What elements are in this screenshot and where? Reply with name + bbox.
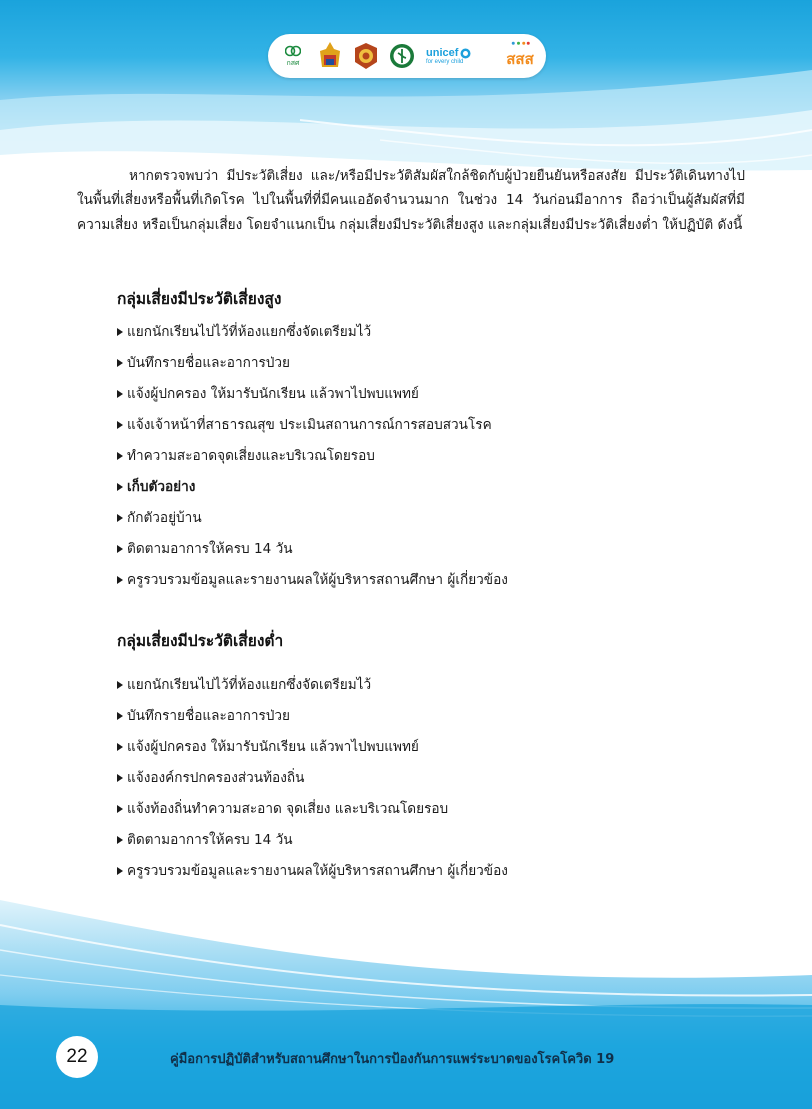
list-item: เก็บตัวอย่าง bbox=[117, 471, 508, 502]
thaihealth-logo: กสศ bbox=[280, 41, 306, 71]
moph-logo bbox=[388, 41, 416, 71]
triangle-bullet-icon bbox=[117, 483, 123, 491]
triangle-bullet-icon bbox=[117, 805, 123, 813]
footer-banner bbox=[0, 880, 812, 1109]
unicef-logo: unicef for every child bbox=[426, 41, 496, 71]
leaf-icon bbox=[285, 44, 301, 58]
list-item: ติดตามอาการให้ครบ 14 วัน bbox=[117, 824, 508, 855]
intro-paragraph: หากตรวจพบว่า มีประวัติเสี่ยง และ/หรือมีประวัติสัมผัสใกล้ชิดกับผู้ป่วยยืนยันหรือสงสัย มีประวัติเดินทางไปในพื้นที่เสี่ยงหรือพื้นที่เกิดโรค ไปในพื้นที่ที่มีคนแออัดจำนวนมาก ในช่วง 14 วันก่อนมีอาการ ถือว่าเป็นผู้สัมผัสที่มีความเสี่ยง หรือเป็นกลุ่มเสี่ยง โดยจำแนกเป็น กลุ่มเสี่ยงมีประวัติเสี่ยงสูง และกลุ่มเสี่ยงมีประวัติเสี่ยงต่ำ ให้ปฏิบัติ ดังนี้ bbox=[77, 167, 745, 233]
header-banner bbox=[0, 0, 812, 190]
list-item: แจ้งผู้ปกครอง ให้มารับนักเรียน แล้วพาไปพบแพทย์ bbox=[117, 731, 508, 762]
triangle-bullet-icon bbox=[117, 743, 123, 751]
triangle-bullet-icon bbox=[117, 576, 123, 584]
list-item: แจ้งเจ้าหน้าที่สาธารณสุข ประเมินสถานการณ์การสอบสวนโรค bbox=[117, 409, 508, 440]
low-risk-list bbox=[117, 669, 508, 886]
triangle-bullet-icon bbox=[117, 390, 123, 398]
partner-logos-bar bbox=[268, 34, 546, 78]
list-item: บันทึกรายชื่อและอาการป่วย bbox=[117, 347, 508, 378]
triangle-bullet-icon bbox=[117, 774, 123, 782]
list-item: แจ้งองค์กรปกครองส่วนท้องถิ่น bbox=[117, 762, 508, 793]
obec-logo bbox=[352, 41, 380, 71]
footer-wave-decoration bbox=[0, 880, 812, 1109]
footer-title: คู่มือการปฏิบัติสำหรับสถานศึกษาในการป้องกันการแพร่ระบาดของโรคโควิด 19 bbox=[170, 1052, 615, 1067]
list-item: แจ้งผู้ปกครอง ให้มารับนักเรียน แล้วพาไปพบแพทย์ bbox=[117, 378, 508, 409]
list-item: ครูรวบรวมข้อมูลและรายงานผลให้ผู้บริหารสถานศึกษา ผู้เกี่ยวข้อง bbox=[117, 564, 508, 595]
triangle-bullet-icon bbox=[117, 681, 123, 689]
ministry-emblem-logo bbox=[316, 41, 344, 71]
triangle-bullet-icon bbox=[117, 836, 123, 844]
triangle-bullet-icon bbox=[117, 514, 123, 522]
triangle-bullet-icon bbox=[117, 867, 123, 875]
triangle-bullet-icon bbox=[117, 712, 123, 720]
triangle-bullet-icon bbox=[117, 328, 123, 336]
list-item: แจ้งท้องถิ่นทำความสะอาด จุดเสี่ยง และบริเวณโดยรอบ bbox=[117, 793, 508, 824]
triangle-bullet-icon bbox=[117, 421, 123, 429]
triangle-bullet-icon bbox=[117, 545, 123, 553]
list-item: บันทึกรายชื่อและอาการป่วย bbox=[117, 700, 508, 731]
triangle-bullet-icon bbox=[117, 452, 123, 460]
list-item: ครูรวบรวมข้อมูลและรายงานผลให้ผู้บริหารสถานศึกษา ผู้เกี่ยวข้อง bbox=[117, 855, 508, 886]
list-item: ทำความสะอาดจุดเสี่ยงและบริเวณโดยรอบ bbox=[117, 440, 508, 471]
high-risk-title: กลุ่มเสี่ยงมีประวัติเสี่ยงสูง bbox=[117, 290, 282, 308]
triangle-bullet-icon bbox=[117, 359, 123, 367]
high-risk-list bbox=[117, 316, 508, 595]
list-item: ติดตามอาการให้ครบ 14 วัน bbox=[117, 533, 508, 564]
low-risk-title: กลุ่มเสี่ยงมีประวัติเสี่ยงต่ำ bbox=[117, 632, 284, 650]
list-item: แยกนักเรียนไปไว้ที่ห้องแยกซึ่งจัดเตรียมไว้ bbox=[117, 316, 508, 347]
list-item: กักตัวอยู่บ้าน bbox=[117, 502, 508, 533]
list-item: แยกนักเรียนไปไว้ที่ห้องแยกซึ่งจัดเตรียมไว้ bbox=[117, 669, 508, 700]
sss-logo: สสส bbox=[502, 41, 538, 71]
page-number: 22 bbox=[56, 1036, 98, 1078]
globe-icon bbox=[460, 48, 471, 59]
